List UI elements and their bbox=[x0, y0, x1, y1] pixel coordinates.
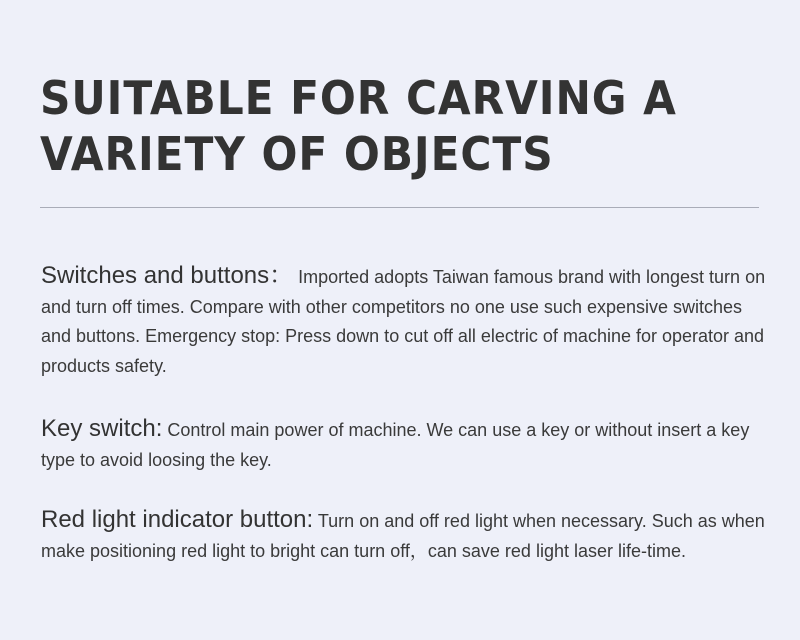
section-heading: Switches and buttons： bbox=[41, 262, 294, 289]
section-body: Imported adopts Taiwan famous brand with longest turn on and turn off times. Compare with other competitors no one use such expensive switches and buttons. Emergency stop: Press down to cut off all electric of machine for operator and products safety. bbox=[41, 267, 766, 376]
section-body: Turn on and off red light when necessary. Such as when make positioning red light to bright can turn off，can save red light laser life-time. bbox=[41, 511, 765, 561]
section-red-light-button bbox=[41, 505, 766, 566]
section-heading: Red light indicator button: bbox=[41, 506, 314, 533]
section-body: Control main power of machine. We can use a key or without insert a key type to avoid loosing the key. bbox=[41, 420, 750, 470]
section-switches-buttons bbox=[41, 261, 766, 381]
section-heading: Key switch: bbox=[41, 415, 163, 442]
page-title: SUITABLE FOR CARVING A VARIETY OF OBJECTS bbox=[40, 71, 677, 181]
divider bbox=[40, 207, 759, 208]
section-key-switch bbox=[41, 414, 766, 475]
